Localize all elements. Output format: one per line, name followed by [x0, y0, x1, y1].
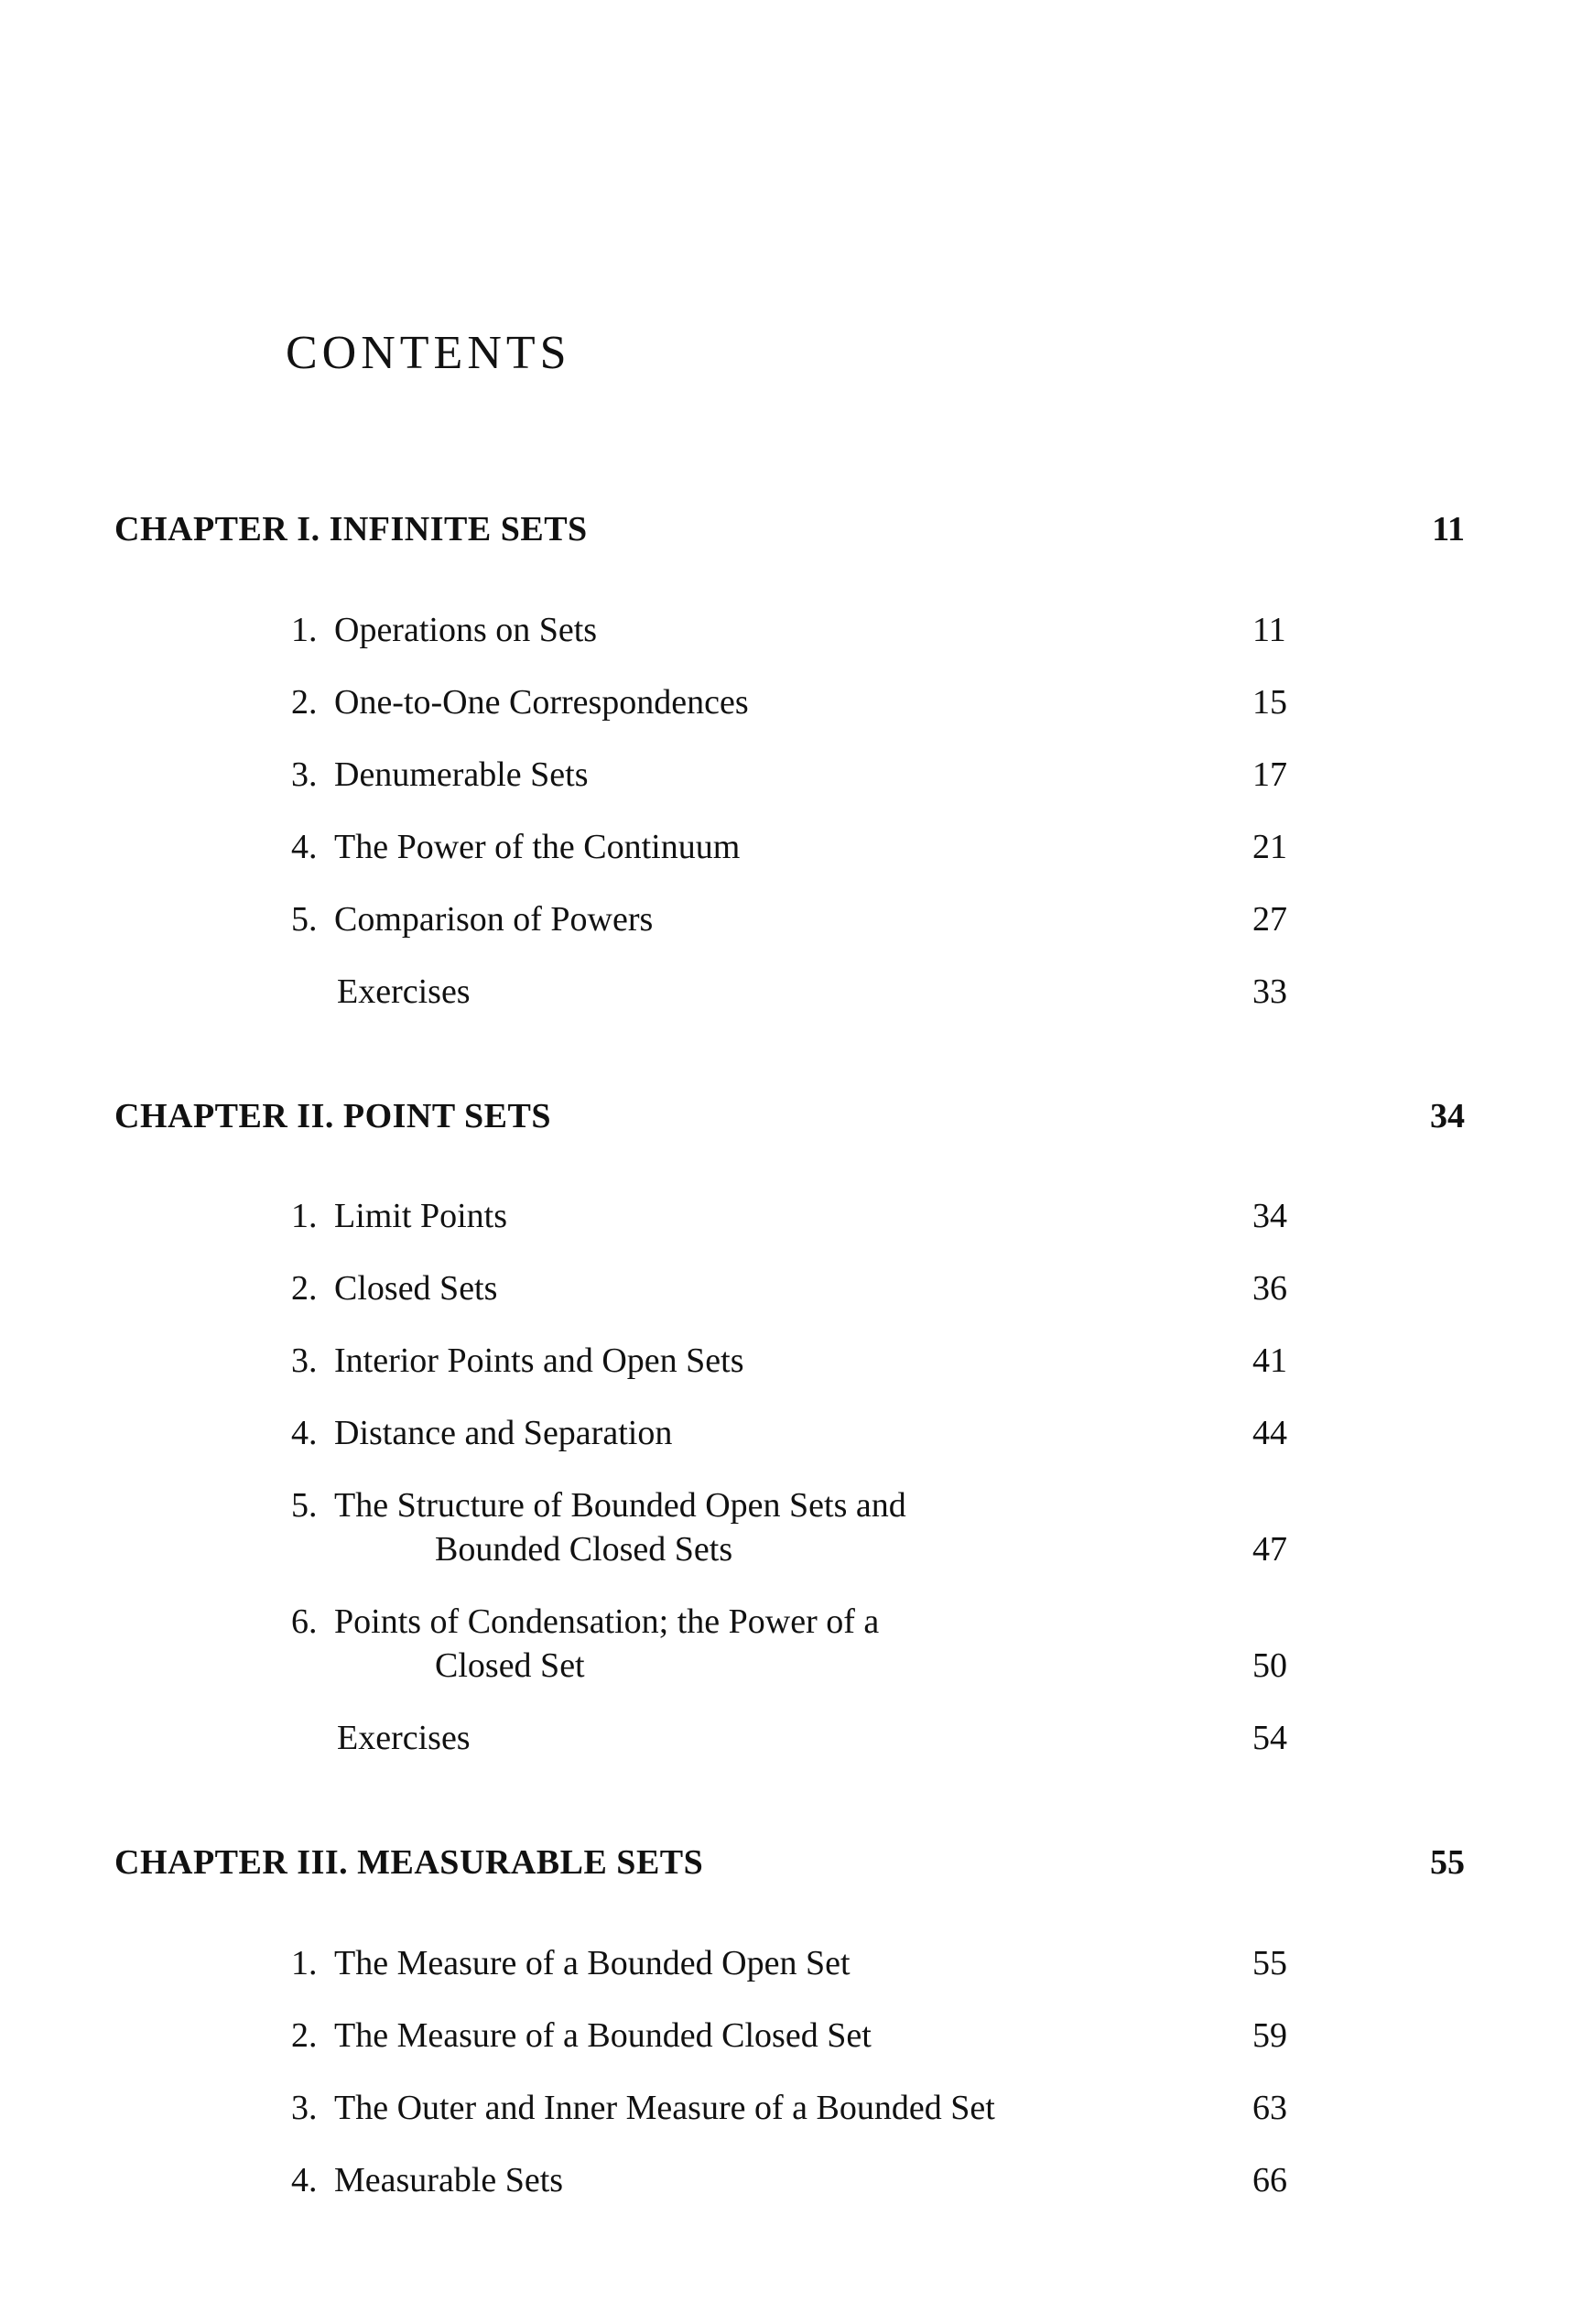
section-title: Distance and Separation — [334, 1414, 673, 1452]
section-title-continuation: Bounded Closed Sets — [435, 1530, 733, 1569]
section-title: One-to-One Correspondences — [334, 683, 749, 722]
chapter-page-number: 34 — [1430, 1097, 1465, 1135]
section-page-number: 27 — [1252, 900, 1287, 939]
section-page-number: 11 — [1252, 611, 1286, 649]
section-page-number: 63 — [1252, 2089, 1287, 2127]
section-page-number: 55 — [1252, 1944, 1287, 1982]
section-page-number: 50 — [1252, 1646, 1287, 1685]
page-title: CONTENTS — [286, 327, 571, 379]
section-number: 2. — [291, 2016, 318, 2055]
section-number: 4. — [291, 828, 318, 866]
section-number: 1. — [291, 1944, 318, 1982]
section-number: 1. — [291, 1197, 318, 1235]
section-page-number: 66 — [1252, 2161, 1287, 2199]
section-page-number: 34 — [1252, 1197, 1287, 1235]
section-number: 4. — [291, 2161, 318, 2199]
section-number: 2. — [291, 1269, 318, 1308]
section-number: 5. — [291, 1486, 318, 1525]
section-title: The Structure of Bounded Open Sets and — [334, 1486, 906, 1525]
section-title: The Measure of a Bounded Closed Set — [334, 2016, 872, 2055]
section-title: Operations on Sets — [334, 611, 598, 649]
chapter-page-number: 11 — [1432, 510, 1465, 548]
section-page-number: 41 — [1252, 1341, 1287, 1380]
section-title: Exercises — [337, 1719, 471, 1757]
section-page-number: 54 — [1252, 1719, 1287, 1757]
section-title: The Outer and Inner Measure of a Bounded Set — [334, 2089, 995, 2127]
chapter-heading: CHAPTER II. POINT SETS — [114, 1097, 551, 1135]
chapter-page-number: 55 — [1430, 1843, 1465, 1882]
section-number: 4. — [291, 1414, 318, 1452]
section-page-number: 21 — [1252, 828, 1287, 866]
section-page-number: 15 — [1252, 683, 1287, 722]
chapter-heading: CHAPTER I. INFINITE SETS — [114, 510, 588, 548]
section-title: Exercises — [337, 972, 471, 1011]
section-title: Denumerable Sets — [334, 755, 589, 794]
section-page-number: 59 — [1252, 2016, 1287, 2055]
section-number: 6. — [291, 1602, 318, 1641]
section-title: The Measure of a Bounded Open Set — [334, 1944, 851, 1982]
section-title: Points of Condensation; the Power of a — [334, 1602, 880, 1641]
section-title: Limit Points — [334, 1197, 507, 1235]
section-title: The Power of the Continuum — [334, 828, 741, 866]
section-title-continuation: Closed Set — [435, 1646, 585, 1685]
section-page-number: 44 — [1252, 1414, 1287, 1452]
section-number: 3. — [291, 755, 318, 794]
section-number: 1. — [291, 611, 318, 649]
section-title: Measurable Sets — [334, 2161, 564, 2199]
section-page-number: 33 — [1252, 972, 1287, 1011]
section-number: 3. — [291, 1341, 318, 1380]
section-title: Closed Sets — [334, 1269, 498, 1308]
section-number: 3. — [291, 2089, 318, 2127]
section-number: 2. — [291, 683, 318, 722]
section-page-number: 47 — [1252, 1530, 1287, 1569]
chapter-heading: CHAPTER III. MEASURABLE SETS — [114, 1843, 704, 1882]
section-title: Interior Points and Open Sets — [334, 1341, 744, 1380]
section-page-number: 17 — [1252, 755, 1287, 794]
section-number: 5. — [291, 900, 318, 939]
section-page-number: 36 — [1252, 1269, 1287, 1308]
section-title: Comparison of Powers — [334, 900, 654, 939]
